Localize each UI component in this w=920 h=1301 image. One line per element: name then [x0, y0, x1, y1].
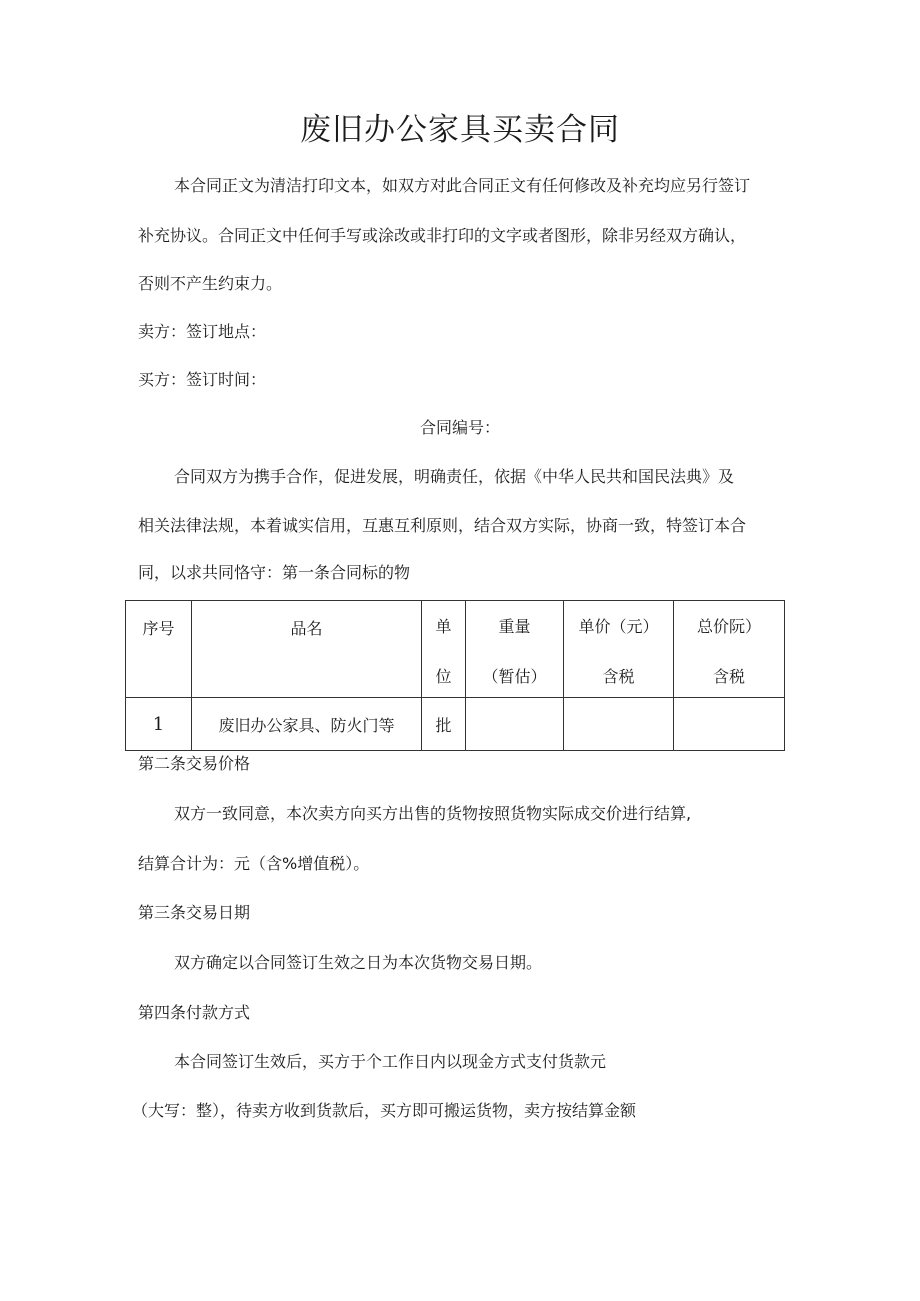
header-name: 品名 — [192, 601, 422, 698]
notice-line-3: 否则不产生约束力。 — [138, 274, 283, 293]
row-weight — [466, 698, 564, 751]
document-title: 废旧办公家具买卖合同 — [300, 112, 620, 148]
article3-line-1: 双方确定以合同签订生效之日为本次货物交易日期。 — [174, 953, 543, 972]
article3-heading: 第三条交易日期 — [138, 903, 251, 922]
row-seq: 1 — [126, 698, 192, 751]
article2-heading: 第二条交易价格 — [138, 754, 251, 773]
buyer-line: 买方：签订时间： — [138, 370, 267, 389]
intro-line-2: 相关法律法规，本着诚实信用，互惠互利原则，结合双方实际，协商一致，特签订本合 — [138, 516, 747, 535]
row-total-price — [674, 698, 785, 751]
table-header-row — [126, 601, 785, 698]
article2-line-1: 双方一致同意，本次卖方向买方出售的货物按照货物实际成交价进行结算, — [174, 804, 692, 823]
goods-table — [125, 600, 785, 751]
row-name: 废旧办公家具、防火门等 — [192, 698, 422, 751]
header-total-price: 总价阮） 含税 — [674, 601, 785, 698]
notice-line-1: 本合同正文为清洁打印文本，如双方对此合同正文有任何修改及补充均应另行签订 — [174, 176, 751, 195]
row-unit-price — [564, 698, 674, 751]
article4-line-1: 本合同签订生效后，买方于个工作日内以现金方式支付货款元 — [174, 1052, 607, 1071]
header-seq: 序号 — [126, 601, 192, 698]
article4-line-2: （大写：整），待卖方收到货款后，买方即可搬运货物，卖方按结算金额 — [132, 1101, 637, 1120]
header-unit-price: 单价（元） 含税 — [564, 601, 674, 698]
header-unit: 单 位 — [422, 601, 466, 698]
header-weight: 重量 （暂估） — [466, 601, 564, 698]
contract-number: 合同编号： — [419, 418, 500, 437]
intro-line-1: 合同双方为携手合作，促进发展，明确责任，依据《中华人民共和国民法典》及 — [174, 467, 735, 486]
notice-line-2: 补充协议。合同正文中任何手写或涂改或非打印的文字或者图形，除非另经双方确认， — [138, 226, 747, 245]
article2-line-2: 结算合计为：元（含%增值税）。 — [138, 854, 370, 873]
intro-line-3: 同，以求共同恪守：第一条合同标的物 — [138, 563, 411, 582]
article4-heading: 第四条付款方式 — [138, 1003, 251, 1022]
seller-line: 卖方：签订地点： — [138, 322, 267, 341]
table-row — [126, 698, 785, 751]
row-unit: 批 — [422, 698, 466, 751]
